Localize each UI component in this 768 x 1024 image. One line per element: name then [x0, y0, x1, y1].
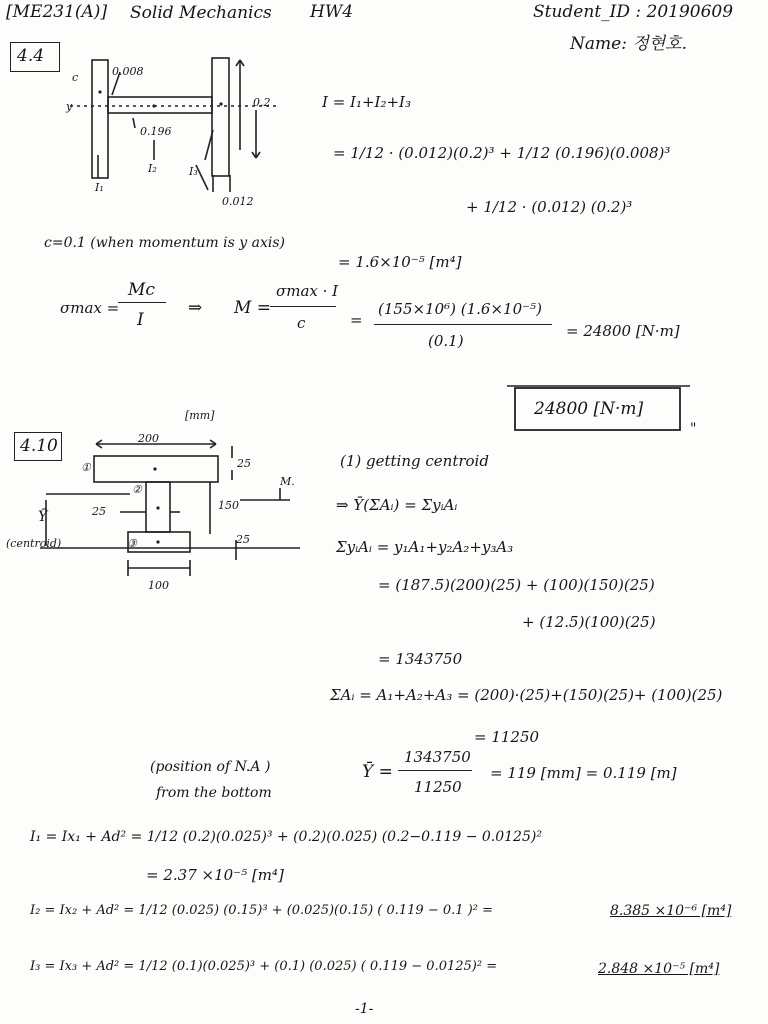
step-centroid: (1) getting centroid	[340, 452, 489, 470]
course-code: [ME231(A)]	[6, 2, 108, 22]
fig-unit: [mm]	[185, 409, 215, 422]
i1-equation: I₁ = Ix₁ + Ad² = 1/12 (0.2)(0.025)³ + (0.2)(0.025) (0.2−0.119 − 0.0125)²	[30, 829, 542, 845]
problem-label-2: 4.10	[20, 436, 58, 456]
moment-numerator-values: (155×10⁶) (1.6×10⁻⁵)	[378, 300, 542, 318]
moment-result: = 24800 [N·m]	[566, 322, 680, 340]
student-id: Student_ID : 20190609	[533, 2, 734, 22]
eq-moment-area-values: = (187.5)(200)(25) + (100)(150)(25)	[378, 576, 655, 594]
eq-moment-area-result: = 1343750	[378, 650, 463, 668]
i3-equation: I₃ = Ix₃ + Ad² = 1/12 (0.1)(0.025)³ + (0.1) (0.025) ( 0.119 − 0.0125)² =	[30, 959, 498, 974]
fig-dim-02: 0.2	[253, 96, 271, 109]
eq-inertia-result: = 1.6×10⁻⁵ [m⁴]	[338, 253, 462, 271]
fig-label-i1: I₁	[95, 181, 104, 194]
fig-moment-label: M.	[280, 475, 295, 488]
fig-part-1: ①	[81, 461, 91, 474]
sigma-denominator: I	[137, 310, 144, 330]
eq-inertia-line2: + 1/12 · (0.012) (0.2)³	[466, 198, 633, 216]
fig-label-i3: I₃	[189, 165, 198, 178]
i2-result: 8.385 ×10⁻⁶ [m⁴]	[610, 903, 732, 919]
course-title: Solid Mechanics	[130, 3, 272, 23]
student-name: Name: 정현호.	[570, 34, 687, 54]
fig-dim-25-bottom: 25	[236, 533, 250, 546]
homework-number: HW4	[310, 2, 354, 22]
fig-label-c: c	[72, 71, 79, 84]
fig-part-2: ②	[132, 483, 142, 496]
problem-label: 4.4	[17, 46, 45, 66]
sigma-numerator: Mc	[128, 280, 155, 300]
fig-dim-200: 200	[138, 432, 159, 445]
fig-centroid-label: (centroid)	[6, 537, 62, 550]
fig-dim-25-web: 25	[92, 505, 106, 518]
answer-mark: "	[690, 421, 697, 437]
sigma-lhs: σmax =	[60, 299, 120, 317]
i2-equation: I₂ = Ix₂ + Ad² = 1/12 (0.025) (0.15)³ + (0.025)(0.15) ( 0.119 − 0.1 )² =	[30, 903, 493, 918]
fig-dim-100: 100	[148, 579, 169, 592]
c-note: c=0.1 (when momentum is y axis)	[44, 235, 285, 251]
eq-moment-area: ΣyᵢAᵢ = y₁A₁+y₂A₂+y₃A₃	[336, 538, 514, 556]
moment-denominator: c	[297, 314, 306, 332]
moment-lhs: M =	[234, 298, 272, 318]
fig-dim-150: 150	[218, 499, 239, 512]
fig-dim-25-top: 25	[237, 457, 251, 470]
fig-dim-0012: 0.012	[222, 195, 254, 208]
eq-area-sum: ΣAᵢ = A₁+A₂+A₃ = (200)·(25)+(150)(25)+ (100)(25)	[330, 686, 723, 704]
eq-moment-area-values-2: + (12.5)(100)(25)	[522, 613, 656, 631]
fig-label-i2: I₂	[148, 162, 157, 175]
fig-label-y: y	[66, 100, 73, 113]
ybar-fraction-bar	[398, 770, 472, 771]
equals-sign: =	[350, 311, 363, 329]
eq-inertia-sum: I = I₁+I₂+I₃	[322, 93, 411, 111]
na-position-note: (position of N.A )	[150, 759, 271, 775]
ybar-numerator: 1343750	[404, 748, 471, 766]
fig-part-3: ③	[127, 537, 137, 550]
ybar-denominator: 11250	[414, 778, 462, 796]
i1-result: = 2.37 ×10⁻⁵ [m⁴]	[146, 866, 284, 884]
final-answer: 24800 [N·m]	[534, 399, 644, 419]
moment-denominator-value: (0.1)	[428, 332, 464, 350]
fig-ybar: Ȳ	[38, 509, 48, 525]
na-position-note-2: from the bottom	[156, 785, 272, 801]
fig-dim-0196: 0.196	[140, 125, 172, 138]
eq-inertia-line1: = 1/12 · (0.012)(0.2)³ + 1/12 (0.196)(0.008)³	[333, 144, 671, 162]
i3-result: 2.848 ×10⁻⁵ [m⁴]	[598, 961, 720, 977]
eq-centroid-def: ⇒ Ȳ(ΣAᵢ) = ΣyᵢAᵢ	[336, 496, 458, 514]
ybar-result: = 119 [mm] = 0.119 [m]	[490, 764, 677, 782]
ybar-lhs: Ȳ =	[362, 762, 393, 782]
fig-dim-0008: 0.008	[112, 65, 144, 78]
implies-arrow: ⇒	[188, 298, 203, 318]
page-number: -1-	[355, 1001, 374, 1017]
moment-numerator: σmax · I	[276, 282, 339, 300]
eq-area-result: = 11250	[474, 728, 540, 746]
